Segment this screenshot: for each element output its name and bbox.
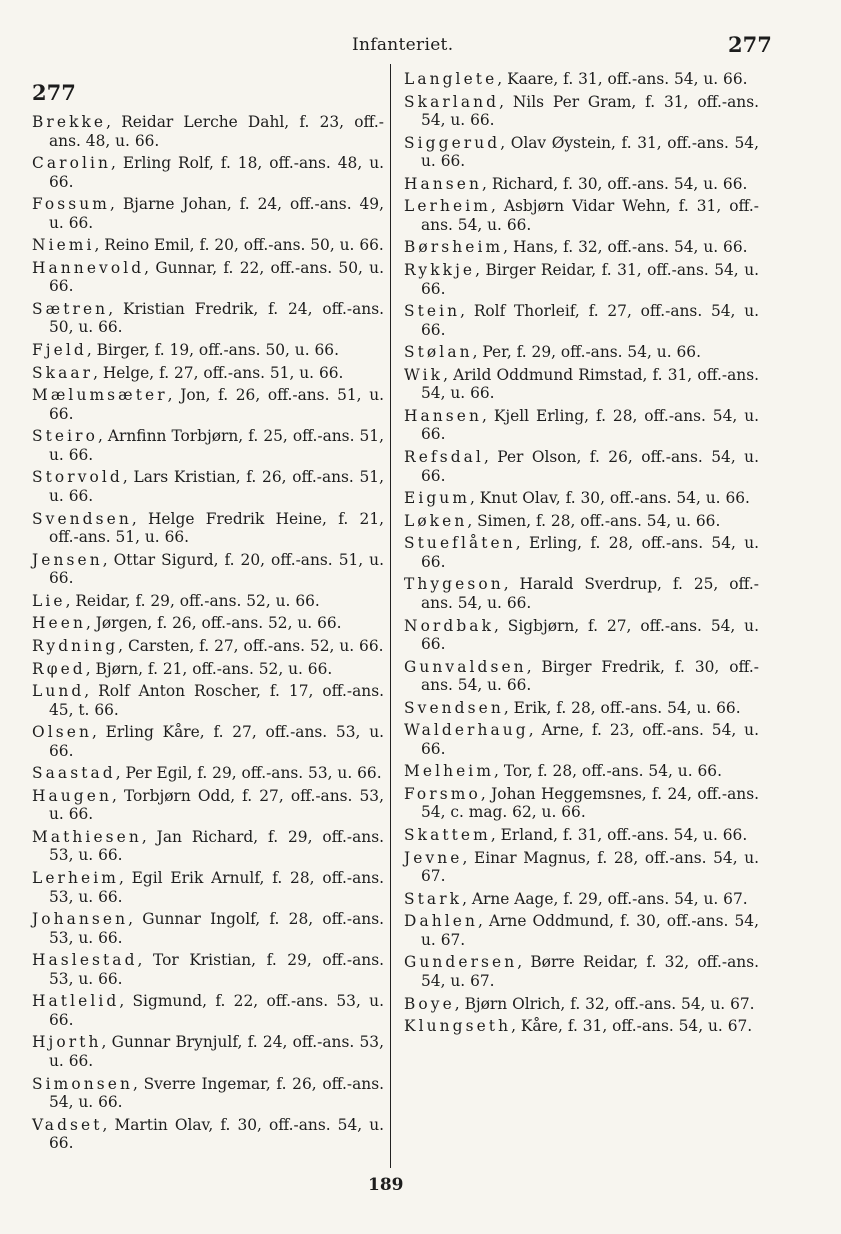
page-header-title: Infanteriet. — [352, 35, 454, 55]
officer-entry — [404, 826, 759, 845]
entry-surname: Haslestad — [32, 951, 138, 970]
entry-surname: Rydning — [32, 636, 119, 655]
entry-details: , Birger Fredrik, f. 30, off.-ans. 54, u. 66. — [421, 657, 759, 695]
officer-entry — [404, 534, 759, 571]
entry-details: , Per Egil, f. 29, off.-ans. 53, u. 66. — [115, 764, 382, 783]
officer-entry — [404, 512, 759, 531]
entry-surname: Klungseth — [404, 1017, 512, 1036]
entry-details: , Børre Reidar, f. 32, off.-ans. 54, u. 67. — [421, 953, 759, 990]
entry-surname: Stølan — [404, 343, 473, 362]
entry-details: , Hans, f. 32, off.-ans. 54, u. 66. — [503, 238, 748, 257]
entry-details: , Helge Fredrik Heine, f. 21, off.-ans. 51, u. 66. — [49, 509, 384, 547]
entry-surname: Eigum — [404, 489, 471, 508]
entry-surname: Gunvaldsen — [404, 657, 527, 676]
entry-surname: Skaar — [32, 363, 94, 382]
officer-entry — [404, 261, 759, 298]
officer-entry — [32, 764, 384, 783]
entry-surname: Steiro — [32, 427, 98, 446]
officer-entry — [32, 386, 384, 423]
officer-entry — [404, 617, 759, 654]
officer-entry — [404, 658, 759, 695]
left-column — [32, 70, 384, 1157]
entry-surname: Skarland — [404, 92, 500, 111]
entry-surname: Løken — [404, 511, 468, 530]
entry-details: , Torbjørn Odd, f. 27, off.-ans. 53, u. 66. — [49, 786, 384, 824]
entry-surname: Skattem — [404, 826, 491, 845]
officer-entry — [404, 575, 759, 612]
entry-details: , Erik, f. 28, off.-ans. 54, u. 66. — [503, 698, 741, 717]
officer-entry — [32, 468, 384, 505]
entry-details: , Kristian Fredrik, f. 24, off.-ans. 50, u. 66. — [49, 299, 384, 337]
officer-entry — [32, 154, 384, 191]
entry-surname: Forsmo — [404, 784, 481, 803]
entry-surname: Hansen — [404, 174, 483, 193]
entry-details: , Jon, f. 26, off.-ans. 51, u. 66. — [49, 386, 384, 423]
officer-entry — [404, 197, 759, 234]
entry-details: , Jørgen, f. 26, off.-ans. 52, u. 66. — [85, 614, 342, 633]
left-entry-list — [32, 113, 384, 1153]
entry-details: , Arnfinn Torbjørn, f. 25, off.-ans. 51, u. 66. — [49, 427, 384, 464]
officer-entry — [404, 448, 759, 485]
officer-entry — [32, 614, 384, 633]
entry-surname: Olsen — [32, 723, 92, 742]
entry-details: , Arne, f. 23, off.-ans. 54, u. 66. — [421, 721, 759, 758]
officer-entry — [32, 910, 384, 947]
entry-surname: Jensen — [32, 550, 103, 569]
entry-surname: Nordbak — [404, 616, 494, 635]
entry-details: , Ottar Sigurd, f. 20, off.-ans. 51, u. 66. — [49, 550, 384, 588]
entry-details: , Reidar, f. 29, off.-ans. 52, u. 66. — [65, 591, 320, 610]
officer-entry — [32, 951, 384, 988]
entry-surname: Svendsen — [32, 509, 132, 528]
entry-details: , Kjell Erling, f. 28, off.-ans. 54, u. 66. — [421, 406, 759, 444]
officer-entry — [32, 364, 384, 383]
entry-details: , Richard, f. 30, off.-ans. 54, u. 66. — [482, 174, 748, 193]
entry-details: , Tor Kristian, f. 29, off.-ans. 53, u. 66. — [49, 951, 384, 988]
entry-details: , Gunnar Ingolf, f. 28, off.-ans. 53, u. 66. — [49, 910, 384, 947]
entry-surname: Hansen — [404, 406, 483, 425]
officer-entry — [404, 953, 759, 990]
entry-surname: Siggerud — [404, 133, 501, 152]
officer-entry — [32, 236, 384, 255]
entry-surname: Langlete — [404, 70, 498, 88]
entry-details: , Arne Oddmund, f. 30, off.-ans. 54, u. 67. — [421, 912, 759, 949]
officer-entry — [404, 134, 759, 171]
entry-details: , Erling, f. 28, off.-ans. 54, u. 66. — [421, 534, 759, 571]
entry-details: , Tor, f. 28, off.-ans. 54, u. 66. — [494, 762, 722, 781]
officer-entry — [32, 637, 384, 656]
officer-entry — [32, 259, 384, 296]
officer-entry — [404, 1017, 759, 1036]
officer-entry — [32, 1075, 384, 1112]
entry-details: , Birger Reidar, f. 31, off.-ans. 54, u. 66. — [421, 261, 759, 298]
entry-details: , Asbjørn Vidar Wehn, f. 31, off.-ans. 54, u. 66. — [421, 197, 759, 234]
officer-entry — [32, 427, 384, 464]
entry-details: , Arne Aage, f. 29, off.-ans. 54, u. 67. — [462, 889, 748, 908]
entry-surname: Refsdal — [404, 448, 484, 467]
entry-details: , Bjørn Olrich, f. 32, off.-ans. 54, u. 67. — [454, 994, 755, 1013]
officer-entry — [404, 849, 759, 886]
entry-surname: Niemi — [32, 236, 95, 255]
entry-surname: Wik — [404, 365, 444, 384]
officer-entry — [32, 113, 384, 150]
entry-surname: Gundersen — [404, 953, 518, 972]
entry-details: , Bjarne Johan, f. 24, off.-ans. 49, u. 66. — [49, 195, 384, 232]
entry-surname: Jevne — [404, 848, 463, 867]
column-divider — [390, 64, 391, 1168]
officer-entry — [404, 489, 759, 508]
entry-details: , Per, f. 29, off.-ans. 54, u. 66. — [472, 343, 701, 362]
officer-entry — [32, 828, 384, 865]
entry-details: , Olav Øystein, f. 31, off.-ans. 54, u. 66. — [421, 133, 759, 171]
entry-details: , Lars Kristian, f. 26, off.-ans. 51, u. 66. — [49, 468, 384, 505]
entry-details: , Helge, f. 27, off.-ans. 51, u. 66. — [93, 363, 344, 382]
entry-surname: Hannevold — [32, 258, 145, 277]
officer-entry — [32, 510, 384, 547]
entry-surname: Carolin — [32, 154, 112, 173]
entry-surname: Walderhaug — [404, 721, 529, 740]
entry-surname: Boye — [404, 994, 455, 1013]
entry-details: , Erling Kåre, f. 27, off.-ans. 53, u. 66. — [49, 723, 384, 760]
entry-details: , Jan Richard, f. 29, off.-ans. 53, u. 66. — [49, 827, 384, 865]
entry-surname: Fossum — [32, 195, 111, 214]
officer-entry — [404, 912, 759, 949]
entry-details: , Simen, f. 28, off.-ans. 54, u. 66. — [467, 511, 721, 530]
entry-surname: Stein — [404, 302, 461, 321]
entry-details: , Nils Per Gram, f. 31, off.-ans. 54, u. 66. — [421, 92, 759, 130]
page-header-number: 277 — [728, 32, 772, 57]
entry-surname: Melheim — [404, 762, 495, 781]
entry-details: , Birger, f. 19, off.-ans. 50, u. 66. — [86, 341, 339, 360]
entry-surname: Thygeson — [404, 575, 504, 594]
entry-details: , Knut Olav, f. 30, off.-ans. 54, u. 66. — [470, 489, 750, 508]
officer-entry — [404, 93, 759, 130]
officer-entry — [32, 341, 384, 360]
entry-details: , Reidar Lerche Dahl, f. 23, off.-ans. 48, u. 66. — [49, 113, 384, 150]
entry-details: , Harald Sverdrup, f. 25, off.-ans. 54, u. 66. — [421, 575, 759, 612]
officer-entry — [404, 302, 759, 339]
entry-details: , Sigmund, f. 22, off.-ans. 53, u. 66. — [49, 992, 384, 1029]
officer-entry — [32, 787, 384, 824]
page-footer-number: 189 — [368, 1175, 404, 1195]
officer-entry — [32, 869, 384, 906]
officer-entry — [404, 762, 759, 781]
officer-entry — [32, 300, 384, 337]
entry-surname: Mælumsæter — [32, 386, 168, 405]
officer-entry — [404, 890, 759, 909]
entry-details: , Rolf Anton Roscher, f. 17, off.-ans. 45, t. 66. — [49, 682, 384, 719]
entry-surname: Rykkje — [404, 261, 476, 280]
officer-entry — [32, 992, 384, 1029]
entry-surname: Simonsen — [32, 1074, 133, 1093]
officer-entry — [404, 785, 759, 822]
officer-entry — [404, 343, 759, 362]
entry-details: , Johan Heggemsnes, f. 24, off.-ans. 54, c. mag. 62, u. 66. — [421, 784, 759, 822]
section-number: 277 — [32, 80, 76, 105]
entry-surname: Fjeld — [32, 341, 87, 360]
right-column — [404, 70, 759, 1040]
entry-details: , Kaare, f. 31, off.-ans. 54, u. 66. — [497, 70, 748, 88]
entry-surname: Lund — [32, 682, 85, 701]
entry-surname: Lie — [32, 591, 66, 610]
right-entry-list — [404, 70, 759, 1036]
officer-entry — [32, 1116, 384, 1153]
officer-entry — [404, 175, 759, 194]
entry-details: , Carsten, f. 27, off.-ans. 52, u. 66. — [118, 636, 384, 655]
entry-details: , Gunnar, f. 22, off.-ans. 50, u. 66. — [49, 258, 384, 296]
officer-entry — [404, 721, 759, 758]
entry-surname: Hjorth — [32, 1033, 102, 1052]
entry-surname: Stark — [404, 889, 463, 908]
officer-entry — [404, 407, 759, 444]
entry-details: , Egil Erik Arnulf, f. 28, off.-ans. 53, u. 66. — [49, 869, 384, 906]
entry-surname: Saastad — [32, 764, 116, 783]
entry-details: , Einar Magnus, f. 28, off.-ans. 54, u. 67. — [421, 848, 759, 886]
entry-surname: Johansen — [32, 910, 129, 929]
entry-details: , Reino Emil, f. 20, off.-ans. 50, u. 66. — [94, 236, 384, 255]
officer-entry — [404, 70, 759, 89]
entry-surname: Dahlen — [404, 912, 478, 931]
officer-entry — [404, 366, 759, 403]
entry-details: , Erling Rolf, f. 18, off.-ans. 48, u. 66. — [49, 154, 384, 191]
entry-surname: Stueflåten — [404, 534, 516, 553]
entry-details: , Rolf Thorleif, f. 27, off.-ans. 54, u. 66. — [421, 302, 759, 339]
officer-entry — [404, 995, 759, 1014]
entry-surname: Haugen — [32, 786, 112, 805]
entry-details: , Bjørn, f. 21, off.-ans. 52, u. 66. — [85, 659, 333, 678]
entry-details: , Sigbjørn, f. 27, off.-ans. 54, u. 66. — [421, 616, 759, 653]
entry-surname: Mathiesen — [32, 827, 142, 846]
entry-surname: Børsheim — [404, 238, 504, 257]
entry-surname: Rφed — [32, 659, 86, 678]
entry-surname: Lerheim — [32, 869, 119, 888]
officer-entry — [404, 238, 759, 257]
officer-entry — [32, 195, 384, 232]
entry-surname: Storvold — [32, 468, 123, 487]
officer-entry — [32, 682, 384, 719]
officer-entry — [32, 551, 384, 588]
entry-surname: Sætren — [32, 299, 109, 318]
entry-details: , Martin Olav, f. 30, off.-ans. 54, u. 66. — [49, 1115, 384, 1153]
entry-surname: Vadset — [32, 1115, 103, 1134]
officer-entry — [32, 1033, 384, 1070]
entry-details: , Sverre Ingemar, f. 26, off.-ans. 54, u. 66. — [49, 1074, 384, 1112]
officer-entry — [32, 592, 384, 611]
entry-details: , Arild Oddmund Rimstad, f. 31, off.-ans. 54, u. 66. — [421, 365, 759, 403]
entry-surname: Brekke — [32, 113, 107, 131]
entry-surname: Svendsen — [404, 698, 504, 717]
entry-details: , Erland, f. 31, off.-ans. 54, u. 66. — [490, 826, 748, 845]
officer-entry — [404, 699, 759, 718]
entry-details: , Kåre, f. 31, off.-ans. 54, u. 67. — [511, 1017, 753, 1036]
entry-surname: Lerheim — [404, 197, 491, 216]
entry-surname: Heen — [32, 614, 86, 633]
entry-surname: Hatlelid — [32, 992, 120, 1011]
entry-details: , Gunnar Brynjulf, f. 24, off.-ans. 53, u. 66. — [49, 1033, 384, 1070]
officer-entry — [32, 660, 384, 679]
entry-details: , Per Olson, f. 26, off.-ans. 54, u. 66. — [421, 448, 759, 485]
officer-entry — [32, 723, 384, 760]
